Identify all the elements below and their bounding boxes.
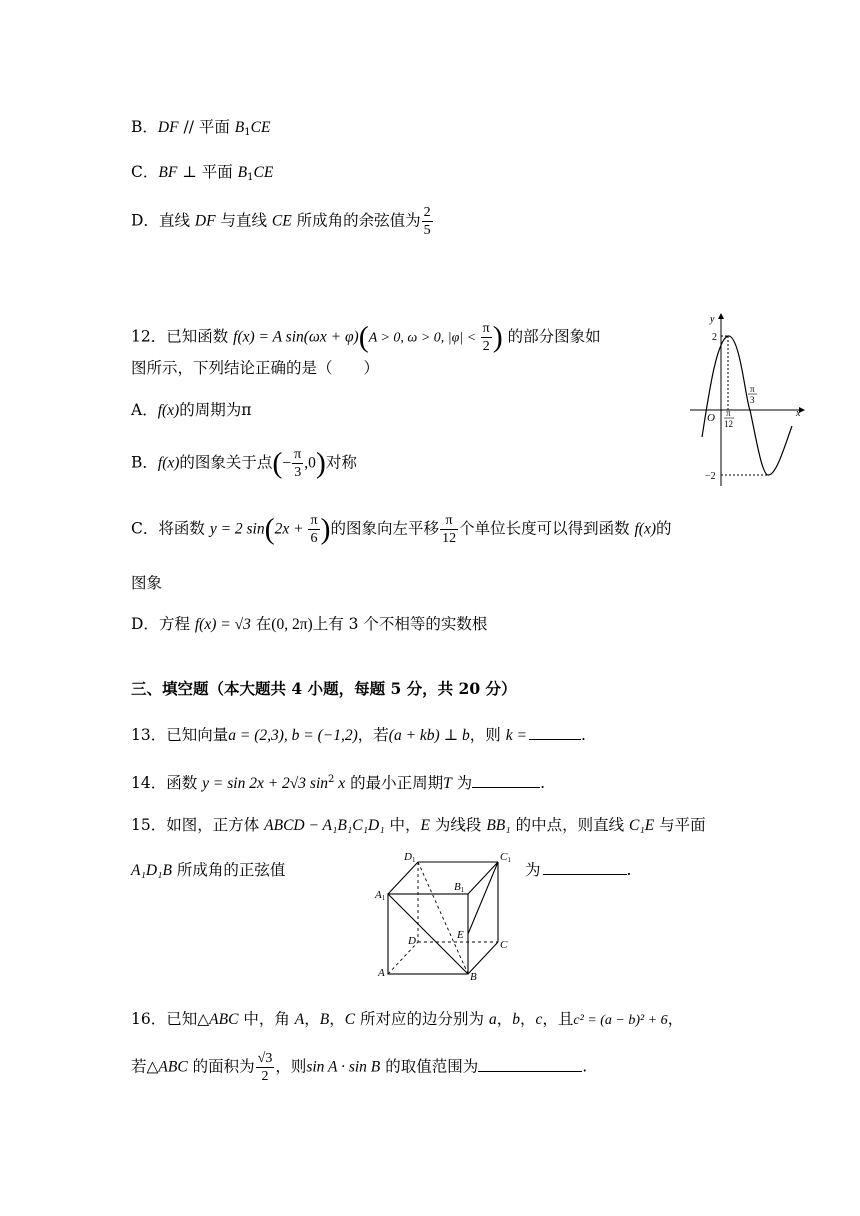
q12-option-c xyxy=(131,512,672,547)
math-k: k = xyxy=(505,727,527,744)
paren-right: ) xyxy=(315,446,326,480)
math-bb1: BB₁ xyxy=(486,817,511,834)
text: 直线 xyxy=(158,211,195,230)
text: 的部分图象如 xyxy=(502,327,601,346)
ymax-label: 2 xyxy=(712,332,717,343)
label-b1: B1 xyxy=(454,881,465,894)
text: 在 xyxy=(250,615,272,633)
origin-label: O xyxy=(707,412,715,424)
math-b: B xyxy=(234,119,245,136)
math-expr: sin A · sin B xyxy=(306,1058,381,1076)
answer-blank[interactable] xyxy=(529,725,581,740)
math-conditions: A > 0, ω > 0, |φ| < xyxy=(368,330,480,346)
q12-option-a xyxy=(131,399,251,422)
tick-pi12-num: π xyxy=(726,408,731,418)
label-a: A xyxy=(378,967,385,979)
text: // 平面 xyxy=(178,118,235,136)
text: 将函数 xyxy=(158,519,210,538)
math-vectors: a = (2,3), b = (−1,2) xyxy=(228,727,358,744)
math-ce: CE xyxy=(271,212,292,230)
q12-stem-line2 xyxy=(131,357,379,379)
text: 所成角的余弦值为 xyxy=(291,211,421,230)
subscript: 1 xyxy=(244,127,251,138)
text: 与平面 xyxy=(654,816,706,834)
superscript: 2 xyxy=(328,774,335,785)
numerator: 2 xyxy=(423,205,431,220)
denominator: 5 xyxy=(423,223,431,238)
math-plane: A₁D₁B xyxy=(131,862,172,879)
q11-option-d xyxy=(131,204,434,239)
text: 的中点，则直线 xyxy=(510,816,630,834)
section-heading: 三、填空题（本大题共 4 小题，每题 5 分，共 20 分） xyxy=(131,679,517,698)
math-interval: (0, 2π) xyxy=(271,616,313,633)
text: 16．已知△ xyxy=(131,1010,210,1028)
text: 的 xyxy=(656,519,672,538)
tick-pi3-den: 3 xyxy=(750,395,755,405)
math-side-b: b xyxy=(512,1011,520,1028)
fraction xyxy=(481,320,492,355)
option-label: D． xyxy=(131,211,159,230)
q11-option-b xyxy=(131,116,270,144)
option-label: C． xyxy=(131,163,159,181)
period: . xyxy=(582,1057,588,1076)
q15-cube-figure xyxy=(370,848,520,983)
q15-line2-left xyxy=(131,859,285,882)
text: 13．已知向量 xyxy=(131,726,229,744)
text: 与直线 xyxy=(215,211,272,230)
text: ，则 xyxy=(469,726,506,744)
math-expr: y = sin 2x + 2√3 sin xyxy=(202,775,329,792)
tick-pi12-den: 12 xyxy=(724,419,733,429)
text: 12．已知函数 xyxy=(131,327,234,346)
text: 为线段 xyxy=(429,816,487,834)
q11-option-c xyxy=(131,161,273,189)
label-b: B xyxy=(470,971,477,983)
math-a: A xyxy=(294,1011,305,1028)
text: 15．如图，正方体 xyxy=(131,816,265,834)
text: 的面积为 xyxy=(187,1057,255,1076)
denominator: 6 xyxy=(310,531,318,546)
paren-left: ( xyxy=(358,320,369,354)
section-title xyxy=(131,678,517,700)
text: 个单位长度可以得到函数 xyxy=(459,519,635,538)
q14 xyxy=(131,769,545,795)
math-equation: c² = (a − b)² + 6 xyxy=(573,1013,668,1028)
axis-label-x: x xyxy=(796,408,801,419)
paren-left: ( xyxy=(264,512,275,546)
line-c1e xyxy=(468,862,498,934)
math-inner: 2x + xyxy=(274,520,308,538)
text: 若△ xyxy=(131,1057,159,1076)
option-label: D． xyxy=(131,615,159,633)
math-abc: ABC xyxy=(209,1011,239,1028)
q15-line2-right xyxy=(525,859,631,881)
math-function: f(x) = A sin(ωx + φ) xyxy=(233,328,359,346)
period: . xyxy=(580,726,586,744)
text: ，则 xyxy=(275,1057,307,1076)
math-b: B xyxy=(237,164,248,181)
math-c: C xyxy=(344,1011,356,1028)
text: ，且 xyxy=(542,1010,574,1028)
sine-curve xyxy=(702,336,792,475)
math-equation: f(x) = √3 xyxy=(194,616,251,633)
q13 xyxy=(131,724,586,747)
math-c1e: C₁E xyxy=(629,817,655,834)
label-e: E xyxy=(457,929,464,941)
math-e: E xyxy=(420,817,430,834)
comma: ， xyxy=(496,1010,513,1028)
text: 中，角 xyxy=(238,1010,295,1028)
q12-sine-graph xyxy=(684,308,814,488)
q12-stem-line1 xyxy=(131,320,601,355)
fraction xyxy=(256,1050,275,1085)
math-side-c: c xyxy=(535,1011,543,1028)
text: ⊥ 平面 xyxy=(177,163,238,181)
denominator: 2 xyxy=(482,339,490,354)
math-cube: ABCD − A₁B₁C₁D₁ xyxy=(264,817,385,834)
fraction xyxy=(308,512,319,547)
paren-right: ) xyxy=(320,512,331,546)
math-condition: (a + kb) ⊥ b xyxy=(388,727,470,744)
paren-left: ( xyxy=(272,446,283,480)
label-d: D xyxy=(408,935,416,947)
text: 所对应的边分别为 xyxy=(355,1010,489,1028)
comma: ， xyxy=(667,1010,684,1028)
denominator: 12 xyxy=(442,531,457,546)
period: . xyxy=(626,861,632,879)
text: 方程 xyxy=(158,615,195,633)
q12-option-d xyxy=(131,613,487,636)
point-y: ,0 xyxy=(304,454,316,472)
label-c1: C1 xyxy=(500,851,511,864)
fraction xyxy=(440,512,458,547)
text: 的周期为π xyxy=(179,401,252,419)
numerator: π xyxy=(310,513,318,528)
option-label: B． xyxy=(131,118,158,136)
tick-pi3-num: π xyxy=(750,384,755,394)
fraction xyxy=(292,446,303,481)
minus-sign: − xyxy=(282,454,292,472)
answer-blank[interactable] xyxy=(472,773,540,788)
line-a1b xyxy=(388,894,468,974)
option-label: B． xyxy=(131,453,158,472)
option-label: C． xyxy=(131,519,159,538)
math-bf: BF xyxy=(158,164,178,181)
text: 图象 xyxy=(131,574,163,592)
text: 14．函数 xyxy=(131,774,203,792)
text: 的取值范围为 xyxy=(380,1057,479,1076)
math-expr-tail: x xyxy=(334,775,346,792)
numerator: π xyxy=(440,512,458,530)
math-b: B xyxy=(319,1011,330,1028)
math-df: DF xyxy=(194,212,216,230)
text: 对称 xyxy=(325,453,357,472)
fraction xyxy=(422,204,433,239)
denominator: 3 xyxy=(294,465,302,480)
math-fx: f(x) xyxy=(157,402,180,419)
answer-blank[interactable] xyxy=(478,1057,582,1072)
text: 为 xyxy=(525,861,541,879)
label-a1: A1 xyxy=(375,889,386,902)
label-d1: D1 xyxy=(404,851,416,864)
q12-option-b xyxy=(131,446,357,481)
q12-option-c-line2 xyxy=(131,572,162,594)
text: 中， xyxy=(384,816,421,834)
comma: ， xyxy=(329,1010,345,1028)
math-ce: CE xyxy=(253,164,274,181)
edge-a1d1 xyxy=(388,862,418,894)
period: . xyxy=(540,774,546,792)
text: 为 xyxy=(451,774,473,792)
comma: ， xyxy=(519,1010,536,1028)
numerator: π xyxy=(294,447,302,462)
math-expr: y = 2 sin xyxy=(209,520,265,538)
text: 所成角的正弦值 xyxy=(171,861,286,879)
text: 图所示，下列结论正确的是（ ） xyxy=(131,359,380,377)
option-label: A． xyxy=(131,401,158,419)
subscript: 1 xyxy=(247,172,254,183)
q16-line1 xyxy=(131,1008,683,1032)
math-fx: f(x) xyxy=(157,454,180,472)
axis-label-y: y xyxy=(710,314,715,325)
numerator: √3 xyxy=(257,1051,273,1066)
math-ce: CE xyxy=(250,119,271,136)
math-abc: ABC xyxy=(158,1058,188,1076)
edge-bc xyxy=(468,942,498,974)
comma: ， xyxy=(304,1010,320,1028)
text: 的最小正周期 xyxy=(345,774,444,792)
text: ，若 xyxy=(357,726,389,744)
numerator: π xyxy=(482,321,490,336)
math-t: T xyxy=(443,775,452,792)
text: 上有 3 个不相等的实数根 xyxy=(312,615,488,633)
label-c: C xyxy=(500,939,508,951)
answer-blank[interactable] xyxy=(543,860,627,875)
hidden-d1b xyxy=(418,862,468,974)
q15-line1 xyxy=(131,814,706,837)
denominator: 2 xyxy=(261,1069,269,1084)
edge-b1c1 xyxy=(468,862,498,894)
math-side-a: a xyxy=(488,1011,497,1028)
text: 的图象向左平移 xyxy=(330,519,440,538)
ymin-label: −2 xyxy=(705,471,716,482)
math-fx: f(x) xyxy=(634,520,657,538)
q16-line2 xyxy=(131,1050,587,1085)
math-df: DF xyxy=(157,119,179,136)
text: 的图象关于点 xyxy=(179,453,273,472)
paren-right: ) xyxy=(492,320,503,354)
